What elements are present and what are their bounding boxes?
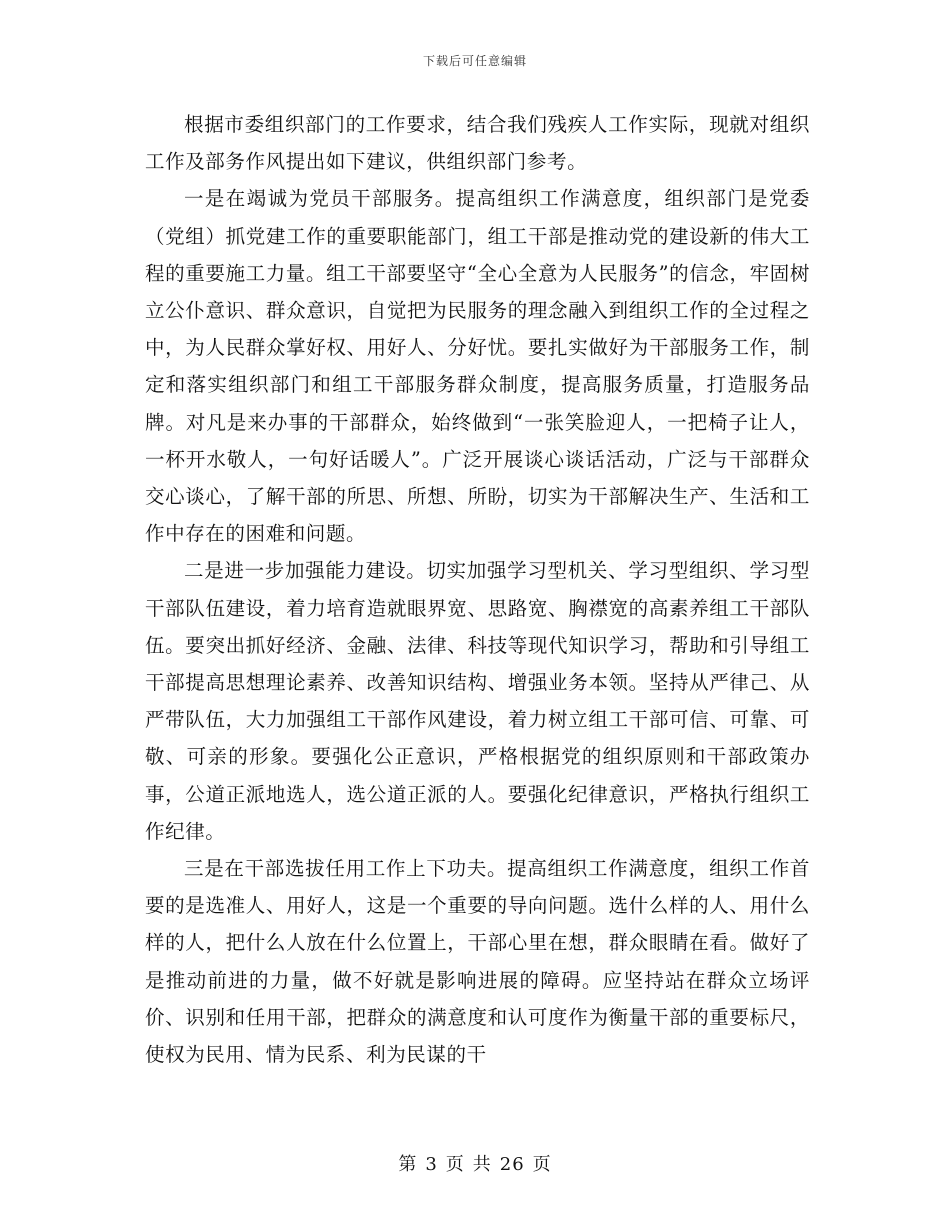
paragraph-intro: 根据市委组织部门的工作要求，结合我们残疾人工作实际，现就对组织工作及部务作风提出如下建议，供组织部门参考。 xyxy=(145,113,810,174)
paragraph-two: 二是进一步加强能力建设。切实加强学习型机关、学习型组织、学习型干部队伍建设，着力培育造就眼界宽、思路宽、胸襟宽的高素养组工干部队伍。要突出抓好经济、金融、法律、科技等现代知识学习，帮助和引导组工干部提高思想理论素养、改善知识结构、增强业务本领。坚持从严律己、从严带队伍，大力加强组工干部作风建设，着力树立组工干部可信、可靠、可敬、可亲的形象。要强化公正意识，严格根据党的组织原则和干部政策办事，公道正派地选人，选公道正派的人。要强化纪律意识，严格执行组织工作纪律。 xyxy=(145,559,810,843)
document-body xyxy=(145,106,810,1073)
footer-prefix: 第 xyxy=(398,1154,418,1175)
total-pages-number: 26 xyxy=(499,1154,525,1175)
current-page-number: 3 xyxy=(425,1154,438,1175)
header-note: 下载后可任意编辑 xyxy=(422,54,527,68)
page-footer xyxy=(0,1150,950,1176)
footer-suffix: 页 xyxy=(532,1154,552,1175)
footer-total-word: 共 xyxy=(472,1154,492,1175)
footer-page-unit: 页 xyxy=(445,1154,465,1175)
paragraph-one: 一是在竭诚为党员干部服务。提高组织工作满意度，组织部门是党委（党组）抓党建工作的重要职能部门，组工干部是推动党的建设新的伟大工程的重要施工力量。组工干部要坚守“全心全意为人民服务”的信念，牢固树立公仆意识、群众意识，自觉把为民服务的理念融入到组织工作的全过程之中，为人民群众掌好权、用好人、分好忧。要扎实做好为干部服务工作，制定和落实组织部门和组工干部服务群众制度，提高服务质量，打造服务品牌。对凡是来办事的干部群众，始终做到“一张笑脸迎人，一把椅子让人，一杯开水敬人，一句好话暖人”。广泛开展谈心谈话活动，广泛与干部群众交心谈心，了解干部的所思、所想、所盼，切实为干部解决生产、生活和工作中存在的困难和问题。 xyxy=(145,187,810,546)
paragraph-three: 三是在干部选拔任用工作上下功夫。提高组织工作满意度，组织工作首要的是选准人、用好人，这是一个重要的导向问题。选什么样的人、用什么样的人，把什么人放在什么位置上，干部心里在想，群众眼睛在看。做好了是推动前进的力量，做不好就是影响进展的障碍。应坚持站在群众立场评价、识别和任用干部，把群众的满意度和认可度作为衡量干部的重要标尺，使权为民用、情为民系、利为民谋的干 xyxy=(145,857,810,1067)
